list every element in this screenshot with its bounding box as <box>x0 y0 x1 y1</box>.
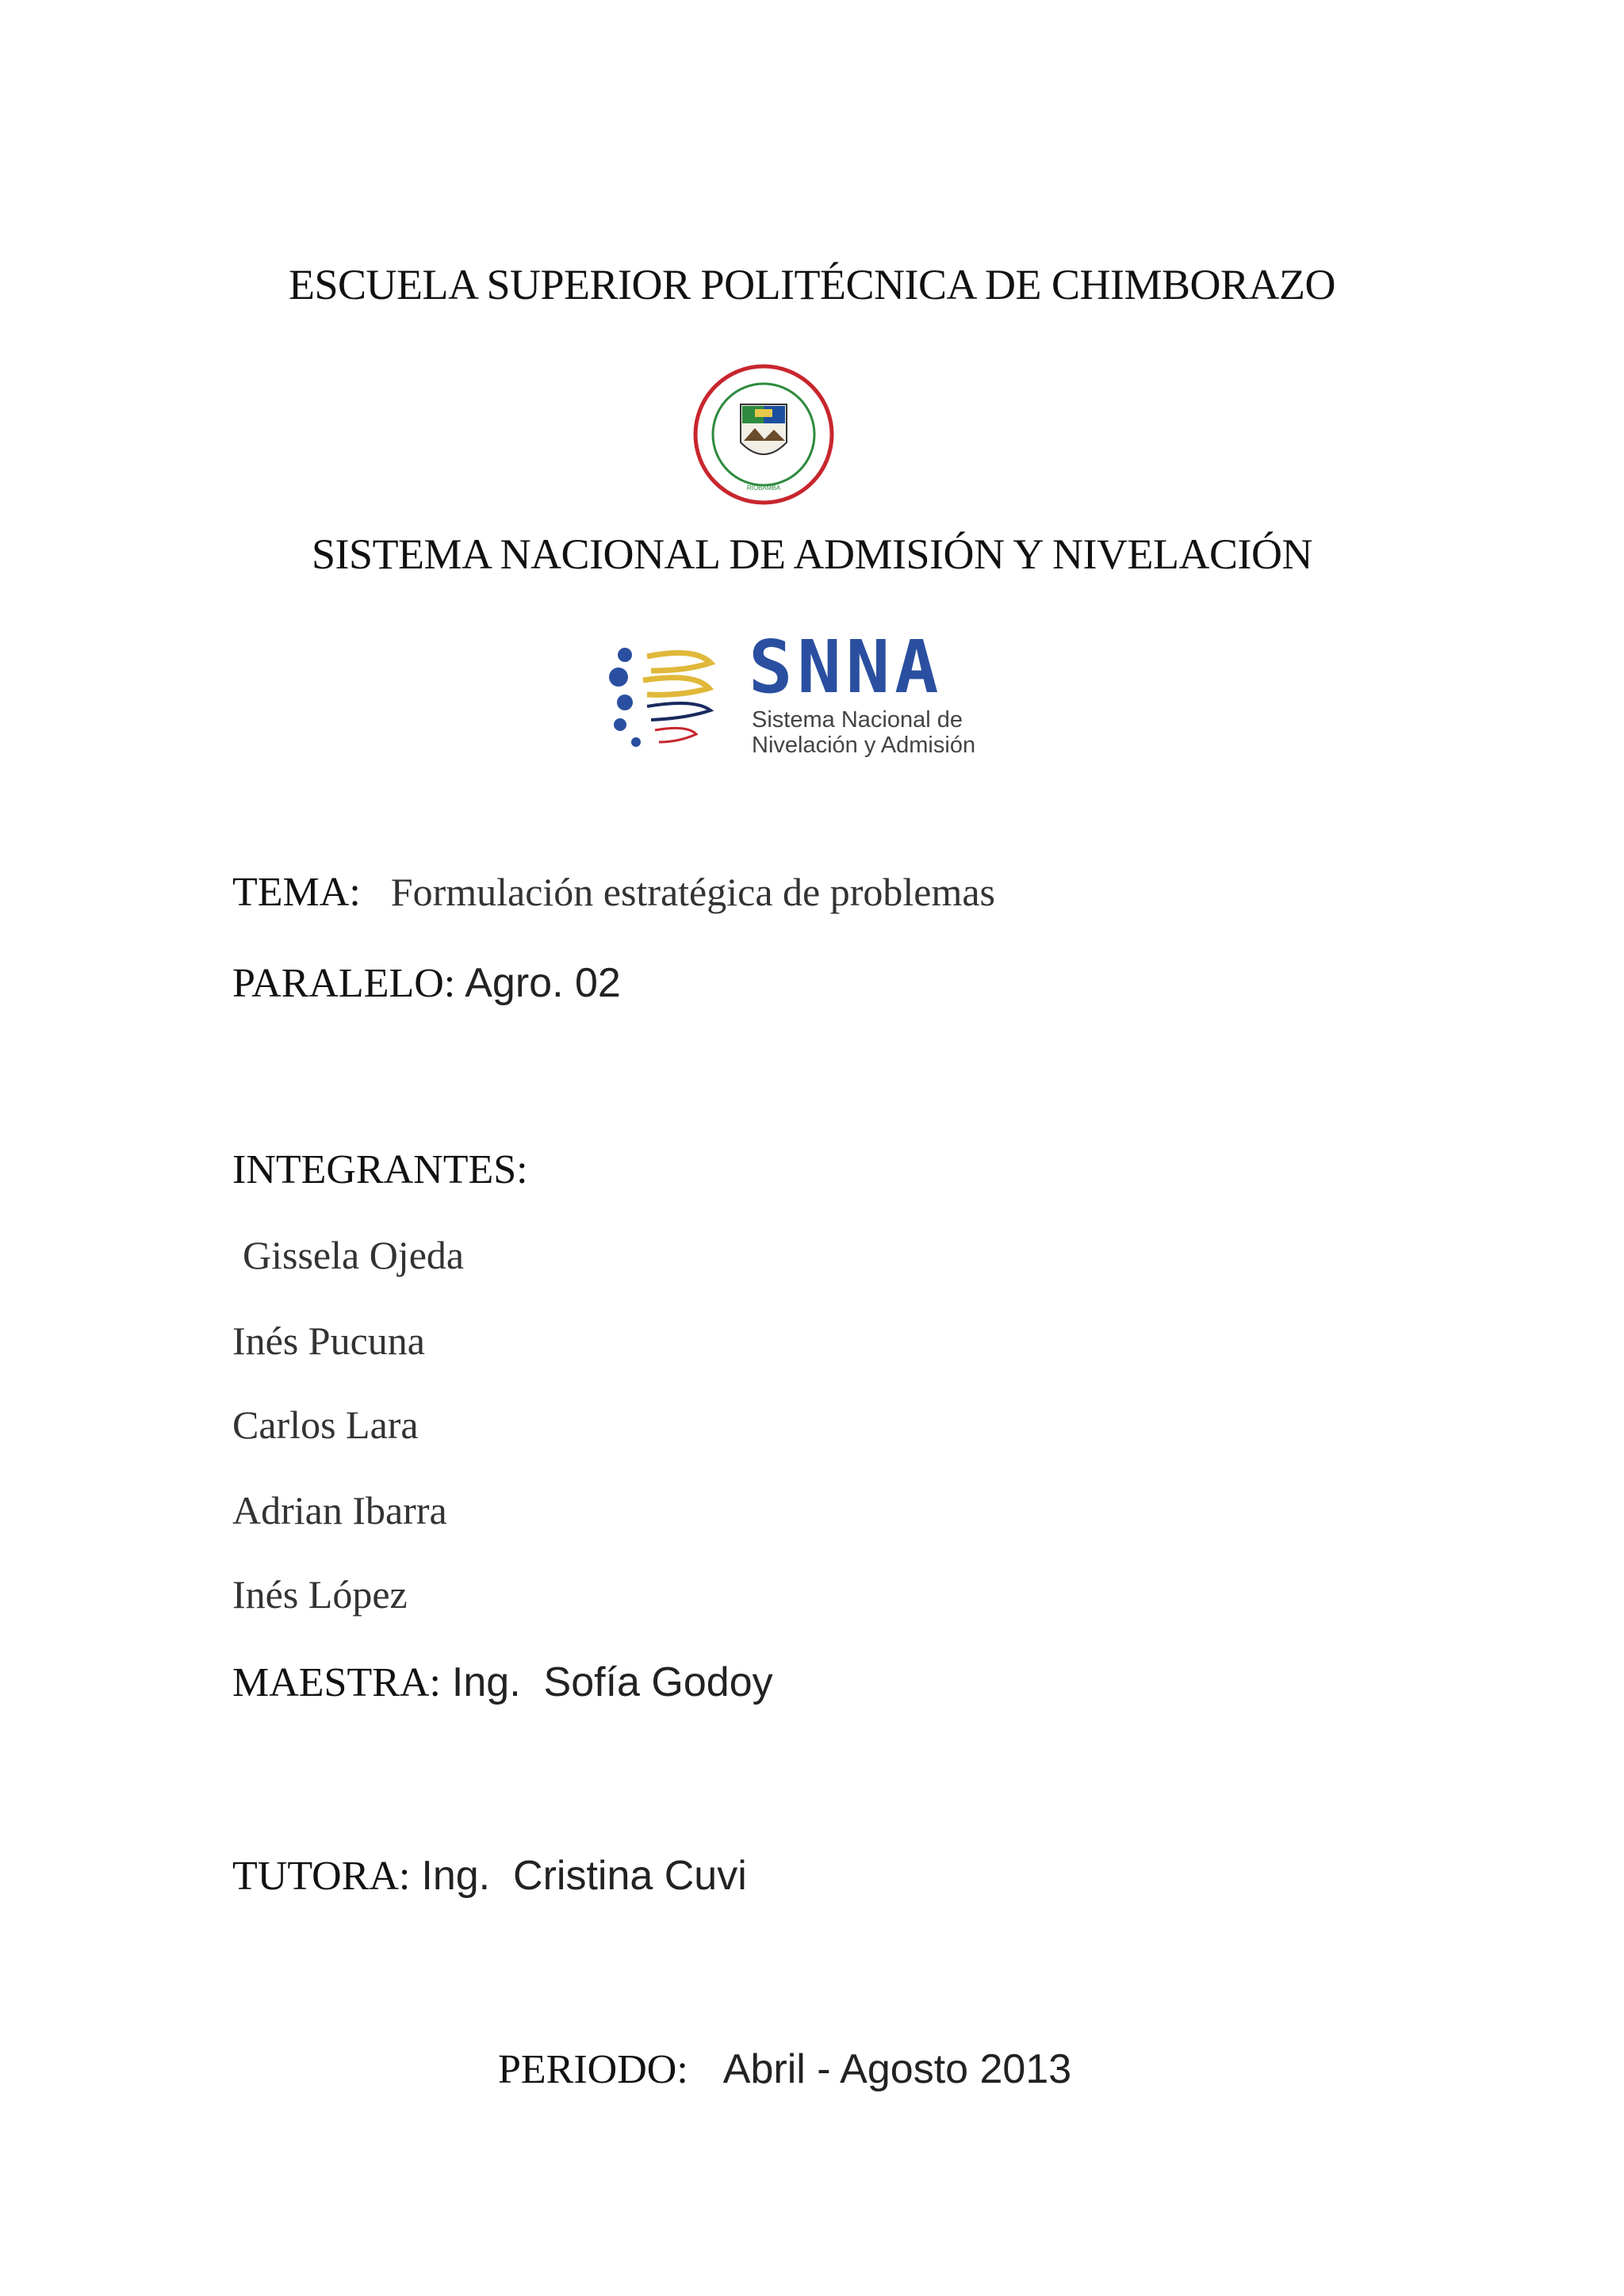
svg-text:RIOBAMBA: RIOBAMBA <box>746 484 781 492</box>
periodo-row <box>498 2045 1071 2093</box>
paralelo-label: PARALELO: <box>232 961 456 1006</box>
snna-logo <box>607 625 1012 766</box>
member-5: Inés López <box>232 1572 408 1617</box>
maestra-row <box>232 1659 773 1706</box>
tema-label: TEMA: <box>232 870 361 915</box>
integrantes-label: INTEGRANTES: <box>232 1147 528 1192</box>
tema-value: Formulación estratégica de problemas <box>390 870 995 914</box>
periodo-value: Abril - Agosto 2013 <box>722 2046 1072 2092</box>
paralelo-value: Agro. 02 <box>465 960 621 1006</box>
tutora-row <box>232 1852 747 1900</box>
tema-row <box>232 869 995 916</box>
member-1: Gissela Ojeda <box>243 1233 465 1277</box>
periodo-label: PERIODO: <box>498 2047 688 2092</box>
maestra-value: Ing. Sofía Godoy <box>451 1659 773 1705</box>
member-2: Inés Pucuna <box>232 1318 425 1363</box>
member-3: Carlos Lara <box>232 1402 419 1447</box>
institution-title: ESCUELA SUPERIOR POLITÉCNICA DE CHIMBORAZO <box>288 261 1336 308</box>
paralelo-row <box>232 959 621 1007</box>
snna-line2: Nivelación y Admisión <box>752 733 976 758</box>
tutora-label: TUTORA: <box>232 1854 411 1899</box>
maestra-label: MAESTRA: <box>232 1660 441 1705</box>
institution-seal-icon <box>691 363 836 506</box>
snna-emblem-icon <box>607 631 718 766</box>
snna-line1: Sistema Nacional de <box>752 707 963 733</box>
member-4: Adrian Ibarra <box>232 1488 447 1533</box>
tutora-value: Ing. Cristina Cuvi <box>421 1853 747 1899</box>
program-title: SISTEMA NACIONAL DE ADMISIÓN Y NIVELACIÓN <box>312 530 1312 578</box>
snna-acronym: SNNA <box>749 625 944 710</box>
